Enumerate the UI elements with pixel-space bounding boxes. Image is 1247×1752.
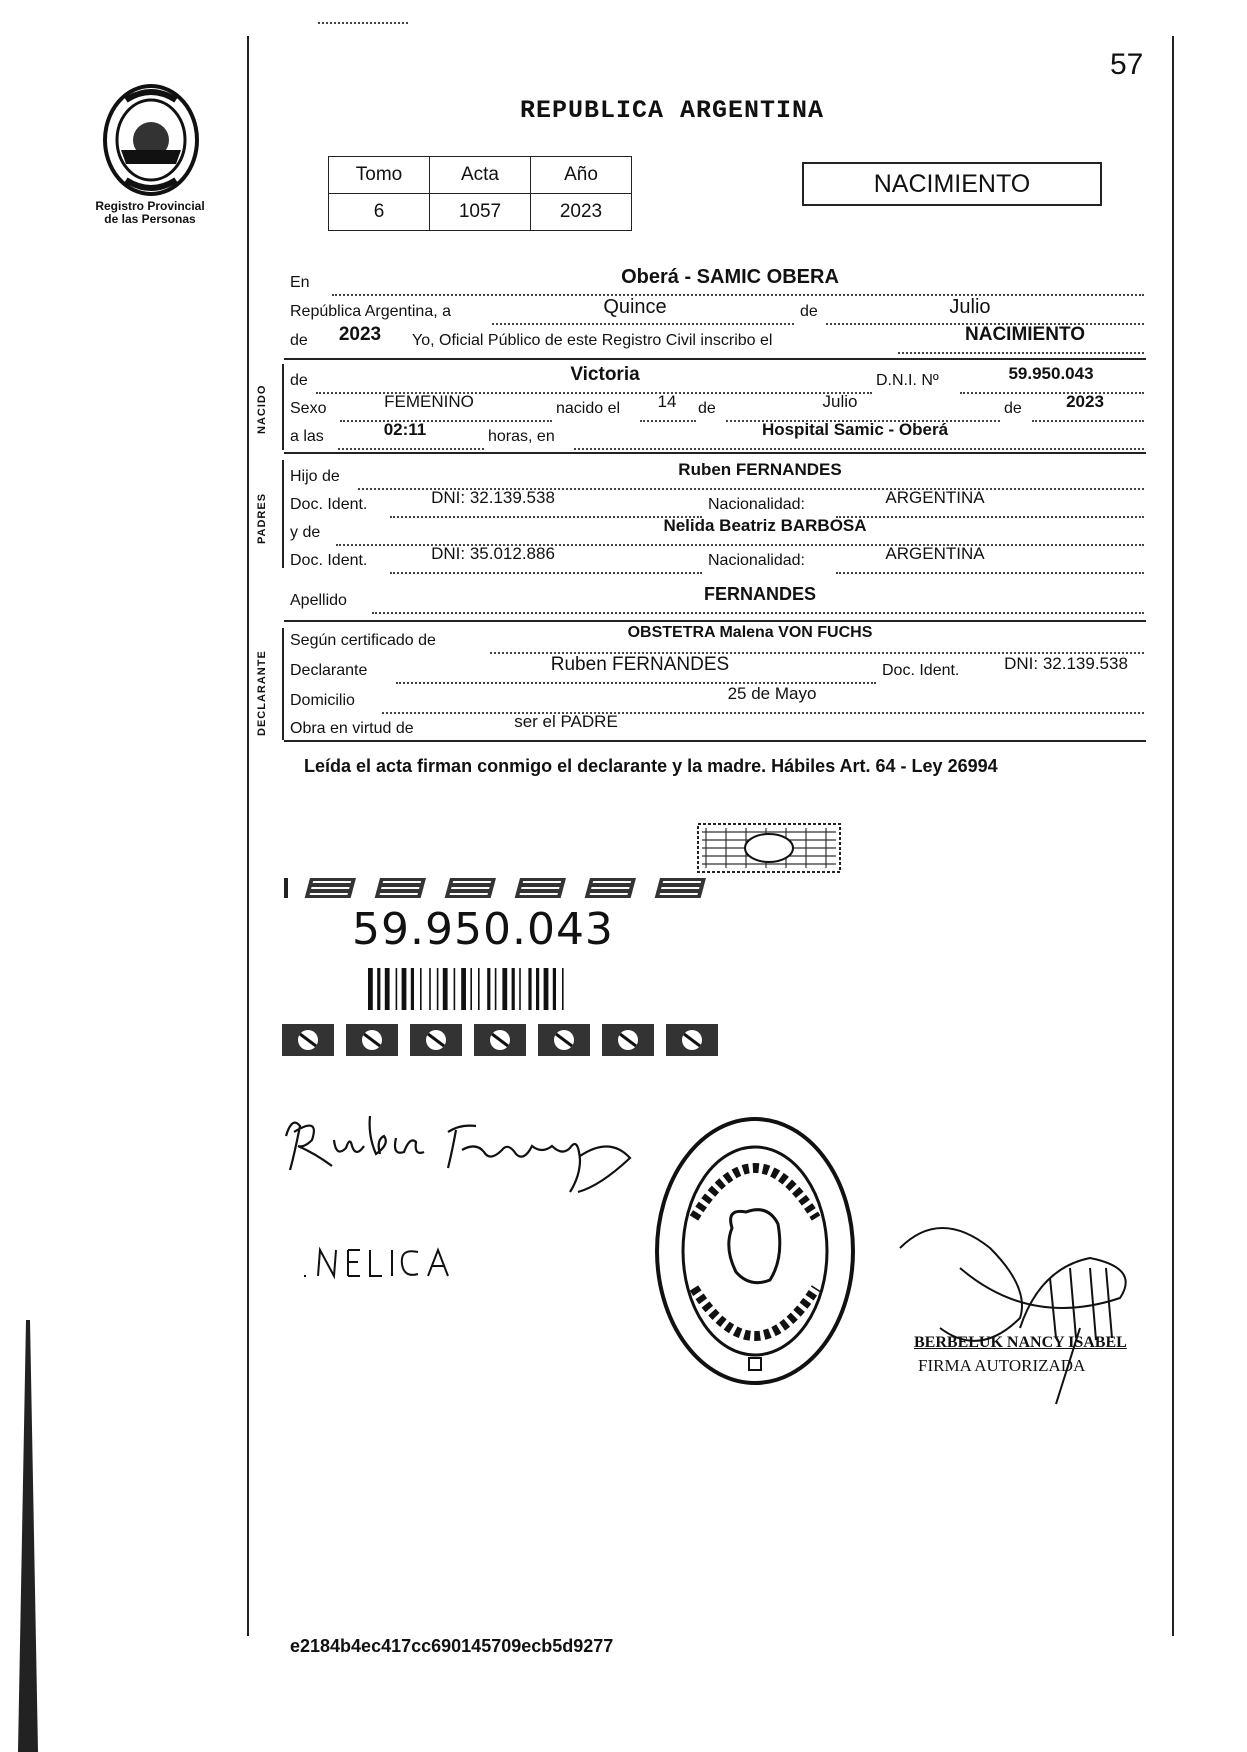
authorized-signer-title: FIRMA AUTORIZADA	[918, 1356, 1086, 1375]
header-tomo: Tomo	[329, 157, 430, 194]
label-nacido-el: nacido el	[556, 400, 621, 417]
page-number: 57	[1110, 48, 1144, 81]
value-sexo: FEMENINO	[384, 392, 474, 411]
barcode	[366, 966, 590, 1012]
document-title: REPUBLICA ARGENTINA	[520, 96, 825, 125]
label-obra-virtud: Obra en virtud de	[290, 720, 414, 737]
section-bar-nacido	[282, 364, 284, 450]
province-seal-logo	[96, 80, 206, 200]
left-margin-line	[247, 36, 249, 1636]
value-hora: 02:11	[383, 420, 427, 439]
barcode-bar	[495, 968, 497, 1010]
authorized-signer-name: BERBELUK NANCY ISABEL	[914, 1334, 1127, 1351]
barcode-bar	[437, 968, 439, 1010]
barcode-bar	[528, 968, 531, 1010]
barcode-bar	[402, 968, 407, 1010]
label-republica: República Argentina, a	[290, 303, 451, 320]
signature-ruben	[280, 1096, 660, 1206]
signature-nelica	[300, 1232, 460, 1288]
value-lugar: Oberá - SAMIC OBERA	[621, 266, 839, 288]
label-yo-oficial: Yo, Oficial Público de este Registro Civil inscribo el	[412, 332, 773, 349]
scan-edge-bar	[18, 1320, 38, 1752]
barcode-bar	[470, 968, 472, 1010]
barcode-bar	[536, 968, 539, 1010]
org-line-2: de las Personas	[104, 212, 196, 226]
barcode-bar	[519, 968, 521, 1010]
value-nombre: Victoria	[570, 364, 640, 385]
value-madre-nac: ARGENTINA	[885, 544, 985, 563]
label-horas-en: horas, en	[488, 428, 555, 445]
security-pattern-top	[280, 872, 720, 906]
label-doc-padre: Doc. Ident.	[290, 496, 368, 513]
right-margin-line	[1172, 36, 1174, 1636]
label-segun-cert: Según certificado de	[290, 632, 436, 649]
value-obra: ser el PADRE	[514, 712, 618, 731]
side-label-nacido: NACIDO	[256, 384, 268, 434]
divider-2	[284, 452, 1146, 454]
document-hash: e2184b4ec417cc690145709ecb5d9277	[290, 1636, 614, 1656]
official-round-seal	[650, 1108, 860, 1394]
dni-stamp-number: 59.950.043	[352, 904, 614, 955]
value-padre-nac: ARGENTINA	[885, 488, 985, 507]
label-de-nac-anio: de	[1004, 400, 1022, 417]
value-dni: 59.950.043	[1008, 364, 1094, 383]
value-nac-anio: 2023	[1066, 392, 1104, 411]
label-en: En	[290, 274, 310, 291]
section-bar-padres	[282, 460, 284, 568]
label-a-las: a las	[290, 428, 324, 445]
header-anio: Año	[531, 157, 632, 194]
value-declarante: Ruben FERNANDES	[550, 654, 730, 675]
barcode-bar	[443, 968, 448, 1010]
barcode-bar	[396, 968, 398, 1010]
value-padre-doc: DNI: 32.139.538	[431, 488, 555, 507]
register-table	[328, 156, 632, 231]
security-pattern-bottom	[278, 1020, 724, 1062]
barcode-bar	[368, 968, 373, 1010]
label-doc-declarante: Doc. Ident.	[882, 662, 960, 679]
barcode-bar	[478, 968, 480, 1010]
organization-name	[80, 200, 220, 226]
barcode-bar	[487, 968, 490, 1010]
value-tomo: 6	[329, 194, 430, 231]
label-doc-madre: Doc. Ident.	[290, 552, 368, 569]
barcode-bar	[420, 968, 422, 1010]
label-de-anio: de	[290, 332, 308, 349]
divider-3	[284, 620, 1146, 622]
authorized-signature	[880, 1208, 1150, 1408]
divider-1	[284, 358, 1146, 360]
value-dia: Quince	[603, 296, 667, 318]
barcode-bar	[553, 968, 556, 1010]
value-lugar-nac: Hospital Samic - Oberá	[761, 420, 949, 439]
label-de-nac-mes: de	[698, 400, 716, 417]
value-madre-doc: DNI: 35.012.886	[431, 544, 555, 563]
value-padre: Ruben FERNANDES	[678, 460, 842, 479]
value-inscripcion: NACIMIENTO	[965, 324, 1085, 345]
org-line-1: Registro Provincial	[95, 199, 205, 213]
label-de-mes: de	[800, 303, 818, 320]
value-domicilio: 25 de Mayo	[727, 684, 817, 703]
record-type-box: NACIMIENTO	[802, 162, 1102, 206]
value-madre: Nelida Beatriz BARBOSA	[663, 516, 867, 535]
label-hijo-de: Hijo de	[290, 468, 340, 485]
value-anio: 2023	[338, 324, 382, 345]
label-apellido: Apellido	[290, 592, 347, 609]
barcode-bar	[512, 968, 515, 1010]
side-label-padres: PADRES	[256, 492, 268, 544]
value-mes: Julio	[949, 296, 991, 318]
barcode-bar	[454, 968, 456, 1010]
value-anio: 2023	[531, 194, 632, 231]
value-nac-mes: Julio	[822, 392, 858, 411]
dots-anio	[318, 0, 408, 24]
value-nac-dia: 14	[657, 392, 677, 411]
section-bar-declarante	[282, 628, 284, 740]
label-de-nombre: de	[290, 372, 308, 389]
value-acta: 1057	[430, 194, 531, 231]
label-y-de: y de	[290, 524, 321, 541]
barcode-bar	[429, 968, 431, 1010]
label-declarante: Declarante	[290, 662, 368, 679]
label-dni: D.N.I. Nº	[876, 372, 939, 389]
barcode-bar	[385, 968, 390, 1010]
value-declarante-doc: DNI: 32.139.538	[1004, 654, 1128, 673]
barcode-bar	[461, 968, 466, 1010]
label-sexo: Sexo	[290, 400, 327, 417]
legal-note: Leída el acta firman conmigo el declarante y la madre. Hábiles Art. 64 - Ley 26994	[304, 756, 998, 776]
label-nac-padre: Nacionalidad:	[708, 496, 805, 513]
side-label-declarante: DECLARANTE	[256, 650, 268, 736]
value-certificado: OBSTETRA Malena VON FUCHS	[627, 624, 873, 641]
barcode-bar	[502, 968, 507, 1010]
header-acta: Acta	[430, 157, 531, 194]
label-domicilio: Domicilio	[290, 692, 355, 709]
barcode-bar	[562, 968, 564, 1010]
security-stamp	[696, 822, 842, 874]
barcode-bar	[411, 968, 414, 1010]
barcode-bar	[377, 968, 380, 1010]
label-nac-madre: Nacionalidad:	[708, 552, 805, 569]
value-apellido: FERNANDES	[703, 584, 816, 604]
divider-4	[284, 740, 1146, 742]
barcode-bar	[544, 968, 549, 1010]
